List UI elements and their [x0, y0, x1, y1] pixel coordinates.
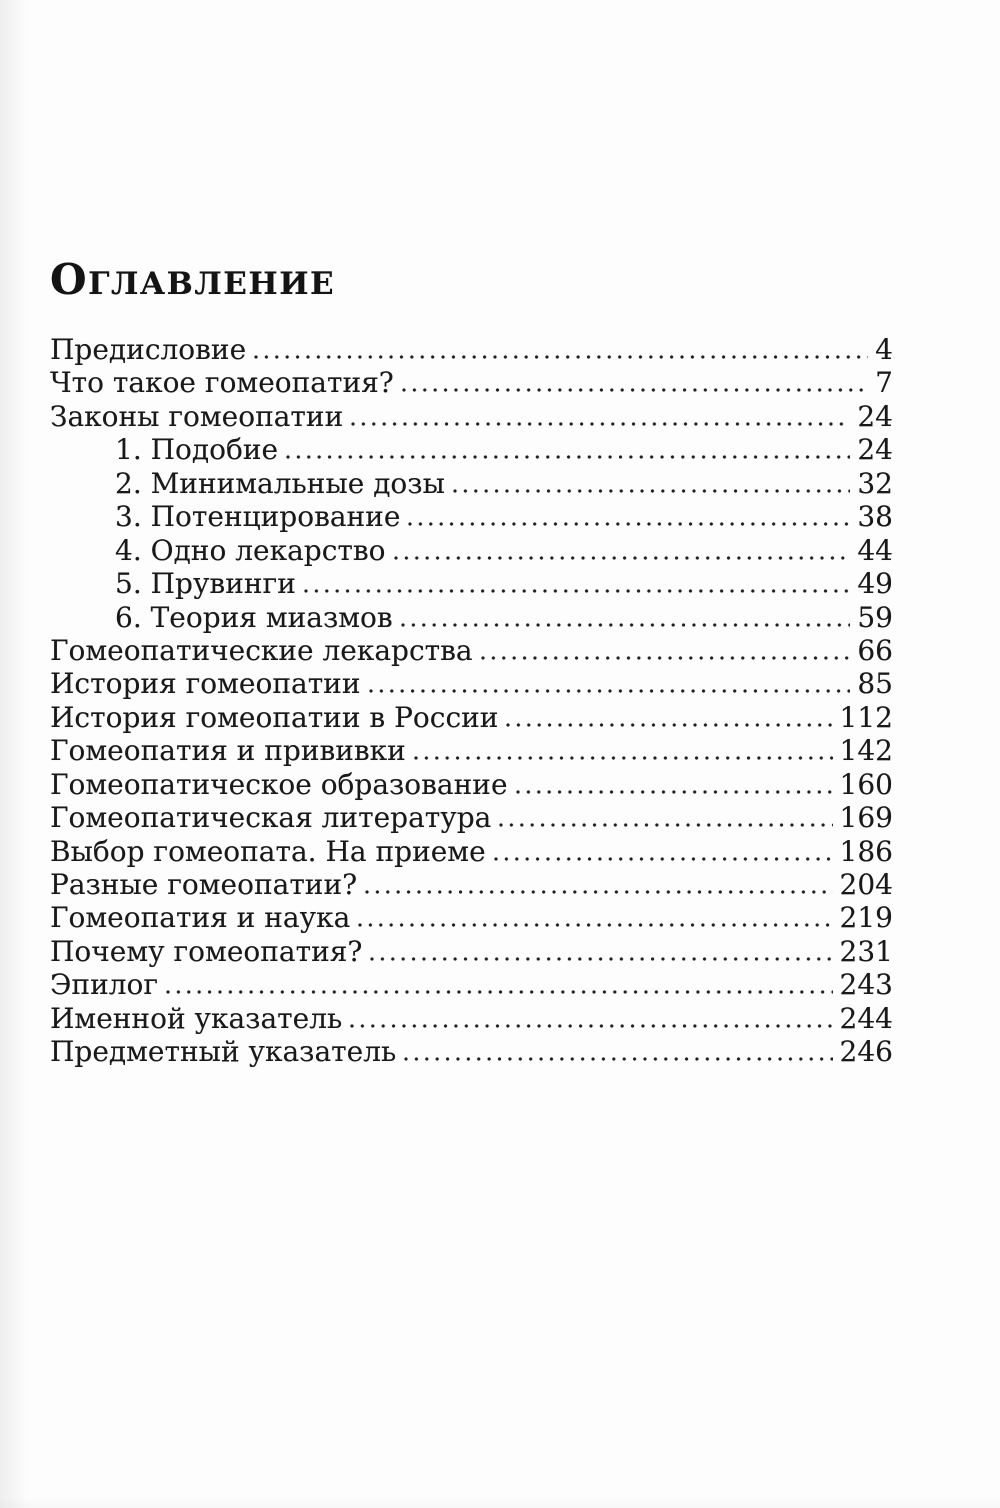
toc-entry-page: 112	[839, 700, 893, 734]
toc-entry-label: Почему гомеопатия?	[50, 934, 363, 968]
toc-entry	[50, 567, 893, 600]
toc-entry-page: 243	[839, 968, 893, 1002]
toc-leader-dots	[453, 489, 851, 493]
toc-entry-page: 246	[839, 1035, 893, 1069]
toc-leader-dots	[166, 990, 832, 994]
toc-entry-label: 6. Теория миазмов	[115, 600, 393, 634]
toc-entry-label: Эпилог	[50, 968, 159, 1002]
toc-leader-dots	[401, 623, 851, 627]
page-title: ОГЛАВЛЕНИЕ	[50, 255, 336, 304]
toc-entry-page: 24	[857, 399, 893, 433]
toc-entry-page: 169	[839, 801, 893, 835]
toc-leader-dots	[499, 823, 832, 827]
toc-entry	[50, 935, 893, 968]
toc-entry	[50, 667, 893, 700]
toc-entry-page: 66	[857, 633, 893, 667]
toc-entry-label: 4. Одно лекарство	[115, 533, 386, 567]
toc-entry-page: 204	[839, 868, 893, 901]
toc-entry	[50, 701, 893, 734]
toc-entry	[50, 734, 893, 767]
toc-leader-dots	[494, 857, 833, 861]
toc-entry-page: 59	[857, 600, 893, 634]
toc-entry-label: Гомеопатические лекарства	[50, 633, 473, 667]
toc-entry	[50, 601, 893, 634]
toc-leader-dots	[365, 890, 832, 894]
toc-entry	[50, 901, 893, 934]
toc-entry	[50, 835, 893, 868]
toc-entry	[50, 433, 893, 466]
toc-leader-dots	[408, 522, 850, 526]
toc-entry-page: 4	[875, 333, 893, 366]
toc-entry-page: 219	[839, 901, 893, 935]
toc-entry-page: 244	[839, 1001, 893, 1035]
toc-leader-dots	[414, 756, 833, 760]
toc-entry-label: 2. Минимальные дозы	[115, 466, 445, 500]
toc-entry-label: Что такое гомеопатия?	[50, 366, 394, 400]
toc-entry	[50, 634, 893, 667]
toc-entry	[50, 534, 893, 567]
toc-entry-page: 160	[839, 767, 893, 801]
toc-entry	[50, 333, 893, 366]
toc-entry-label: Предисловие	[50, 333, 247, 366]
toc-leader-dots	[254, 355, 868, 359]
toc-entry	[50, 1002, 893, 1035]
toc-entry-label: Гомеопатическое образование	[50, 767, 508, 801]
toc-entry-label: Именной указатель	[50, 1001, 343, 1035]
toc-entry	[50, 500, 893, 533]
toc-entry	[50, 768, 893, 801]
toc-entry-page: 38	[857, 500, 893, 534]
toc-leader-dots	[370, 957, 832, 961]
toc-entry-page: 44	[857, 533, 893, 567]
toc-entry	[50, 366, 893, 399]
toc-leader-dots	[358, 923, 832, 927]
toc-leader-dots	[402, 388, 868, 392]
toc-entry	[50, 968, 893, 1001]
scan-bottom-shadow	[0, 1498, 1000, 1508]
toc-leader-dots	[350, 1024, 832, 1028]
toc-entry-label: Выбор гомеопата. На приеме	[50, 834, 486, 868]
toc-leader-dots	[351, 422, 850, 426]
toc-entry-page: 231	[839, 934, 893, 968]
toc-entry-page: 24	[857, 433, 893, 467]
toc-leader-dots	[481, 656, 851, 660]
toc-leader-dots	[404, 1057, 832, 1061]
toc-entry-label: 1. Подобие	[115, 433, 279, 467]
toc-entry-label: Предметный указатель	[50, 1035, 397, 1069]
toc-entry-page: 32	[857, 466, 893, 500]
toc-entry-page: 85	[857, 667, 893, 701]
toc-entry	[50, 1035, 893, 1068]
toc-entry-label: Гомеопатия и наука	[50, 901, 351, 935]
toc-leader-dots	[506, 723, 832, 727]
toc-entry-page: 49	[857, 567, 893, 601]
toc-list	[50, 333, 893, 1069]
toc-leader-dots	[394, 556, 851, 560]
toc-entry-label: Разные гомеопатии?	[50, 868, 358, 901]
toc-entry-label: История гомеопатии	[50, 667, 361, 701]
toc-leader-dots	[369, 689, 851, 693]
toc-entry-page: 186	[839, 834, 893, 868]
toc-entry-label: Гомеопатическая литература	[50, 801, 492, 835]
scan-left-shadow	[0, 0, 34, 1508]
toc-entry	[50, 801, 893, 834]
toc-entry-label: Законы гомеопатии	[50, 399, 344, 433]
toc-entry	[50, 467, 893, 500]
toc-entry	[50, 868, 893, 901]
toc-entry-label: 3. Потенцирование	[115, 500, 401, 534]
toc-leader-dots	[286, 455, 850, 459]
toc-leader-dots	[516, 790, 833, 794]
toc-entry-page: 142	[839, 734, 893, 768]
toc-entry-label: 5. Прувинги	[115, 567, 296, 601]
toc-entry-page: 7	[875, 366, 893, 400]
toc-leader-dots	[304, 589, 851, 593]
toc-entry	[50, 400, 893, 433]
toc-entry-label: История гомеопатии в России	[50, 700, 499, 734]
toc-entry-label: Гомеопатия и прививки	[50, 734, 406, 768]
